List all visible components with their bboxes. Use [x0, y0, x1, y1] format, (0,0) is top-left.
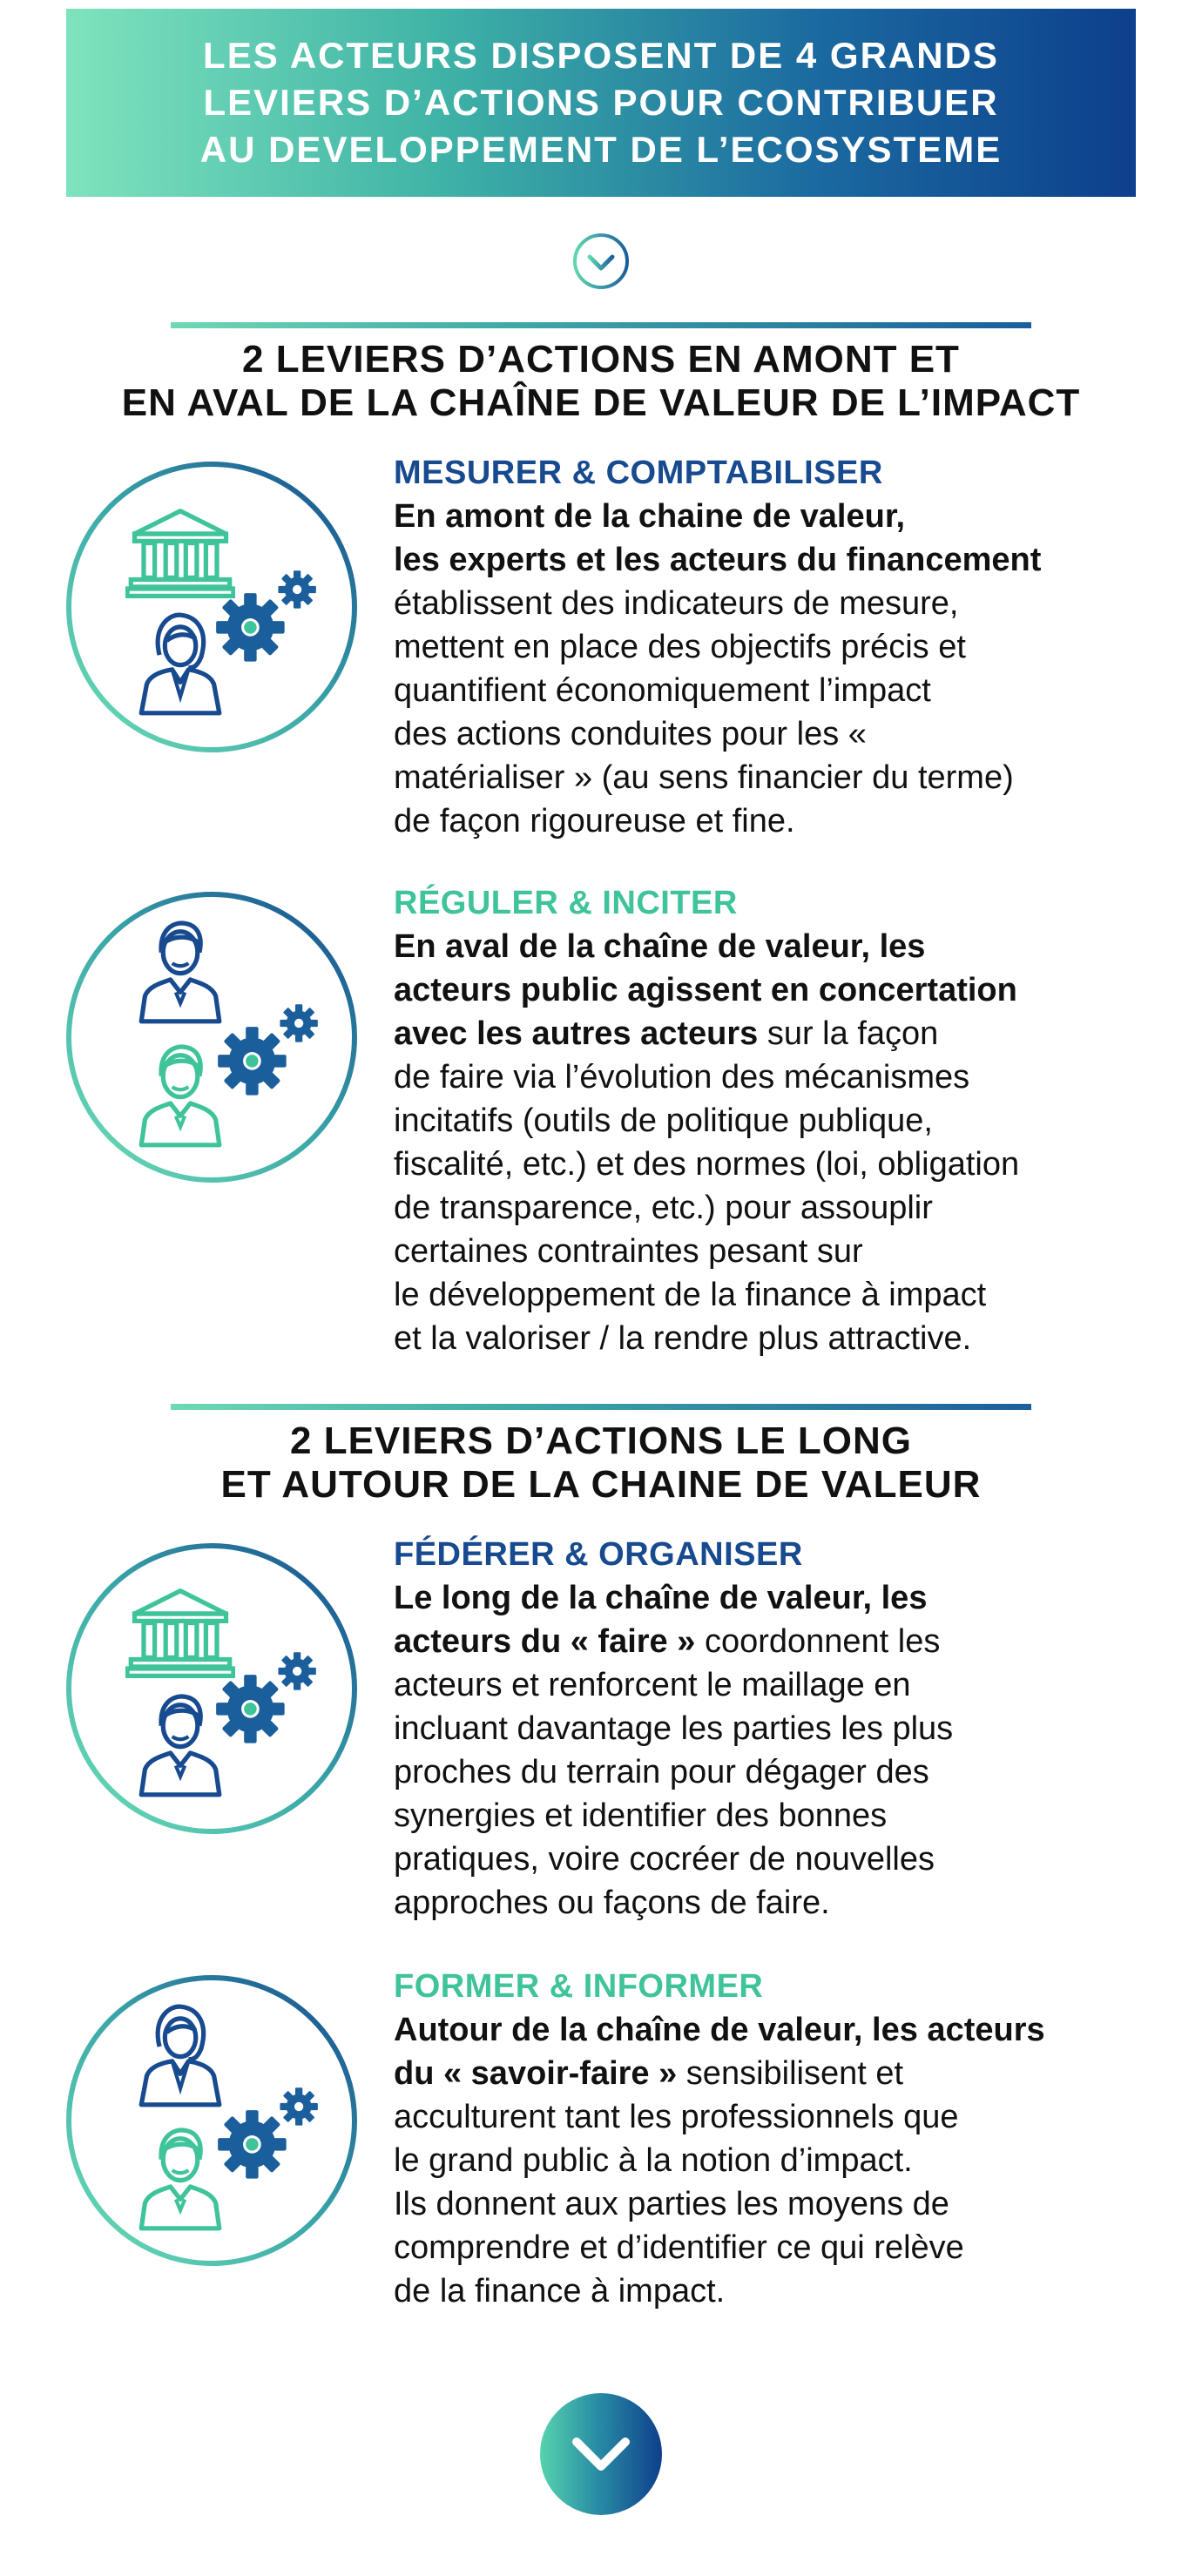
scroll-down-button[interactable]: [538, 2391, 664, 2517]
card-body-bold: Autour de la chaîne de valeur, les acteurs du « savoir-faire »: [394, 2012, 1045, 2092]
header-banner: [66, 9, 1136, 197]
banner-title: LES ACTEURS DISPOSENT DE 4 GRANDS LEVIERS D’ACTIONS POUR CONTRIBUER AU DEVELOPPEMENT DE L’ECOSYSTEME: [199, 35, 1003, 170]
card-body: [394, 495, 1160, 843]
card-body: [394, 1576, 1160, 1925]
section-title: 2 LEVIERS D’ACTIONS LE LONG ET AUTOUR DE LA CHAINE DE VALEUR: [220, 1419, 982, 1506]
gears-icon: [218, 2087, 318, 2178]
bank-green-icon: [127, 1591, 233, 1676]
woman-icon: [141, 615, 219, 713]
card-reguler: [394, 881, 1160, 1360]
card-body-bold: En amont de la chaine de valeur, les experts et les acteurs du financement: [394, 498, 1042, 578]
card-federer: [394, 1533, 1160, 1925]
woman-icon: [141, 2006, 219, 2105]
card-illustration: [64, 1973, 359, 2268]
card-heading: FÉDÉRER & ORGANISER: [394, 1536, 803, 1573]
section-divider: [171, 322, 1031, 328]
card-body-text: établissent des indicateurs de mesure, mettent en place des objectifs précis et quantifient économiquement l’impact des actions conduites pour les « matérialiser » (au sens financier du terme) de façon rigoureuse et fine.: [394, 585, 1014, 840]
gears-icon: [218, 1004, 318, 1095]
card-heading: RÉGULER & INCITER: [394, 885, 738, 921]
card-heading: FORMER & INFORMER: [394, 1968, 764, 2005]
section-divider: [171, 1404, 1031, 1410]
chevron-down-icon[interactable]: [571, 232, 631, 291]
card-heading: MESURER & COMPTABILISER: [394, 455, 883, 491]
card-illustration: [64, 1541, 359, 1836]
man-green-icon: [141, 2130, 219, 2229]
card-illustration: [64, 460, 359, 754]
card-body-bold: Le long de la chaîne de valeur, les acteurs du « faire »: [394, 1580, 928, 1660]
card-body-text: sur la façon de faire via l’évolution des mécanismes incitatifs (outils de politique publique, fiscalité, etc.) et des normes (loi, obligation de transparence, etc.) pour assouplir certaines contraintes pesant sur le développement de la finance à impact et la valoriser / la rendre plus attractive.: [394, 1015, 1020, 1357]
card-former: [394, 1965, 1160, 2313]
card-mesurer: [394, 451, 1160, 843]
man-icon: [141, 923, 219, 1022]
card-body-bold: En aval de la chaîne de valeur, les acteurs public agissent en concertation avec les autres acteurs: [394, 928, 1017, 1052]
man-icon: [141, 1696, 219, 1795]
card-body-text: sensibilisent et acculturent tant les professionnels que le grand public à la notion d’impact. Ils donnent aux parties les moyens de comprendre et d’identifier ce qui relève de la finance à impact.: [394, 2055, 964, 2310]
card-body-text: coordonnent les acteurs et renforcent le maillage en incluant davantage les parties les plus proches du terrain pour dégager des synergies et identifier des bonnes pratiques, voire cocréer de nouvelles approches ou façons de faire.: [394, 1623, 954, 1921]
card-body: [394, 925, 1160, 1360]
man-green-icon: [141, 1047, 219, 1145]
card-illustration: [64, 890, 359, 1184]
section-title: 2 LEVIERS D’ACTIONS EN AMONT ET EN AVAL DE LA CHAÎNE DE VALEUR DE L’IMPACT: [121, 338, 1081, 424]
bank-icon: [127, 511, 233, 597]
card-body: [394, 2008, 1160, 2313]
